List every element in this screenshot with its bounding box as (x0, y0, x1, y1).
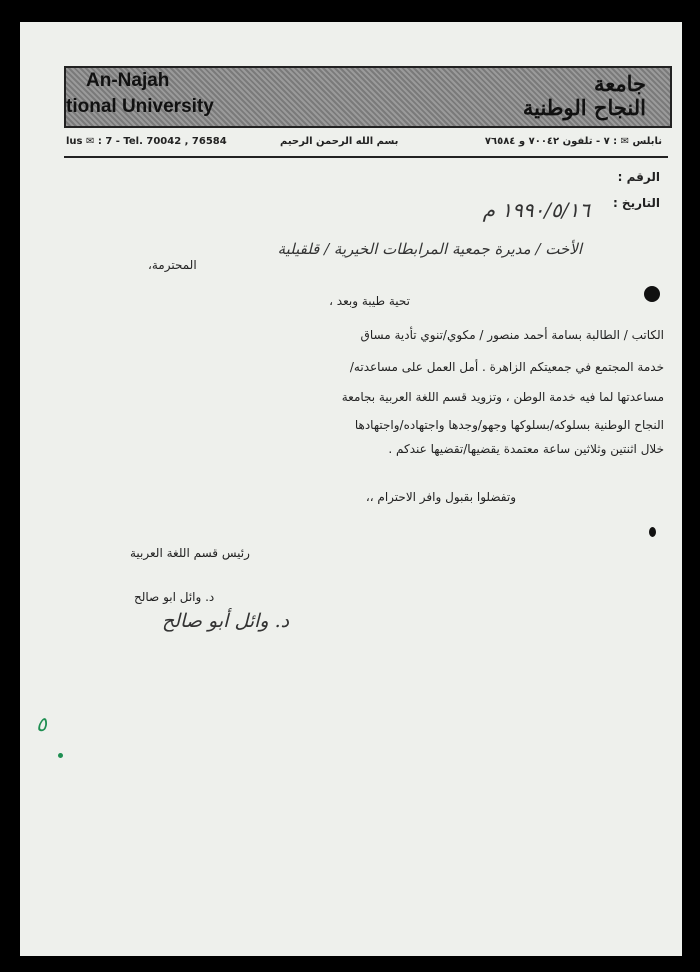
basmala: بسم الله الرحمن الرحيم (280, 136, 399, 147)
handwritten-signature: د. وائل أبو صالح (162, 610, 290, 632)
university-name-en-line1: An-Najah (86, 70, 170, 91)
body-line-1: الكاتب / الطالبة بسامة أحمد منصور / مكوي/تنوي تأدية مساق (360, 328, 664, 342)
body-line-3: مساعدتها لما فيه خدمة الوطن ، وتزويد قسم اللغة العربية بجامعة (341, 390, 664, 404)
green-dot (58, 753, 63, 758)
signatory-title: رئيس قسم اللغة العربية (130, 546, 250, 560)
university-name-ar-line2: النجاح الوطنية (522, 95, 646, 120)
body-line-4: النجاح الوطنية بسلوكه/بسلوكها وجهو/وجدها واجتهاده/واجتهادها (354, 418, 664, 432)
contact-ar: نابلس ✉ : ٧ - تلفون ٧٠٠٤٢ و ٧٦٥٨٤ (484, 136, 662, 147)
university-name-en-line2: tional University (66, 96, 214, 117)
signatory-name: د. وائل ابو صالح (134, 590, 215, 604)
university-name-ar-line1: جامعة (593, 71, 646, 96)
recipient-name: الأخت / مديرة جمعية المرابطات الخيرية / قلقيلية (277, 240, 582, 258)
punch-hole (644, 286, 660, 302)
greeting: تحية طيبة وبعد ، (329, 294, 410, 308)
recipient-honorific: المحترمة، (148, 258, 197, 272)
letter-page (20, 22, 682, 956)
number-label: الرقم : (617, 170, 660, 184)
closing: وتفضلوا بقبول وافر الاحترام ،، (365, 490, 516, 504)
date-label: التاريخ : (612, 196, 660, 210)
ink-spot (649, 527, 656, 537)
university-name-ar (523, 72, 646, 120)
letterhead-banner (64, 66, 672, 128)
margin-mark: ٥ (36, 712, 47, 736)
header-rule (64, 156, 668, 158)
contact-en: lus ✉ : 7 - Tel. 70042 , 76584 (66, 136, 227, 147)
body-line-5: خلال اثنتين وثلاثين ساعة معتمدة يقضيها/تقضيها عندكم . (388, 442, 664, 456)
body-line-2: خدمة المجتمع في جمعيتكم الزاهرة . أمل العمل على مساعدته/ (349, 360, 664, 374)
date-value: ١٩٩٠/٥/١٦ م (482, 198, 590, 222)
